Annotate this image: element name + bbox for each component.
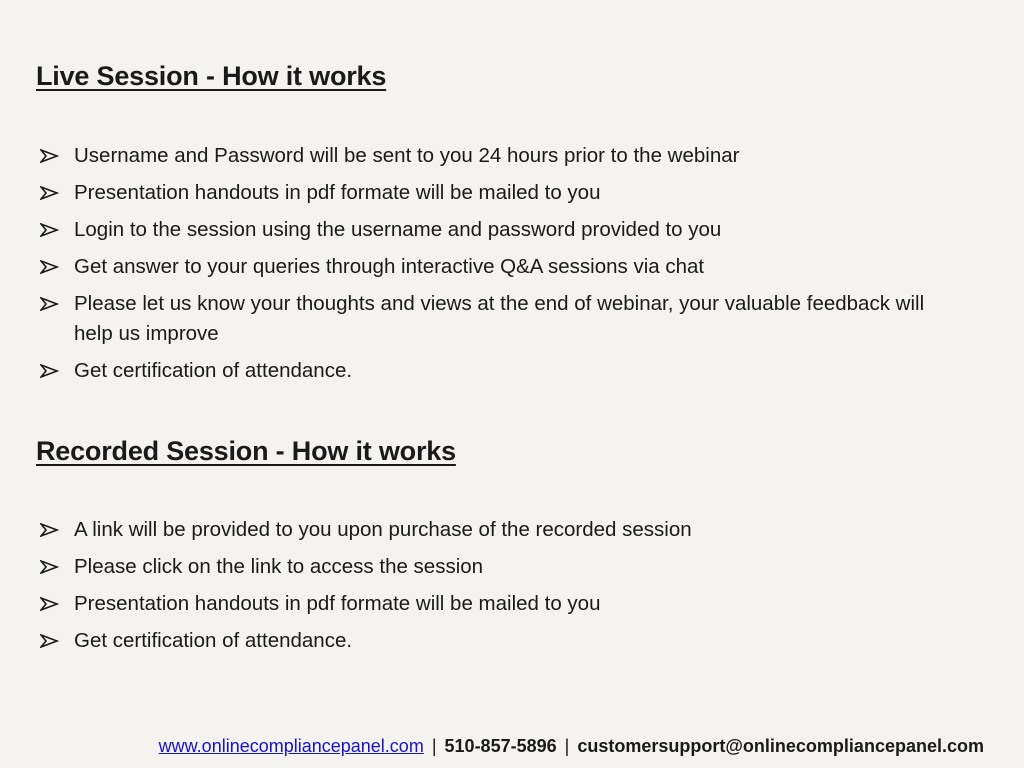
footer-contact-bar [159, 736, 984, 757]
arrowhead-bullet-icon [40, 634, 60, 648]
arrowhead-bullet-icon [40, 364, 60, 378]
arrowhead-bullet-icon [40, 597, 60, 611]
list-item [36, 141, 936, 171]
live-session-heading: Live Session - How it works [36, 61, 387, 91]
list-item-text: Get certification of attendance. [74, 629, 353, 652]
list-item-text: Please let us know your thoughts and views at the end of webinar, your valuable feedback will help us improve [74, 292, 925, 345]
list-item [36, 626, 936, 656]
list-item [36, 589, 936, 619]
footer-separator: | [564, 736, 570, 756]
arrowhead-bullet-icon [40, 149, 60, 163]
footer-separator: | [431, 736, 437, 756]
arrowhead-bullet-icon [40, 297, 60, 311]
list-item-text: Presentation handouts in pdf formate will be mailed to you [74, 181, 601, 204]
list-item [36, 178, 936, 208]
list-item [36, 515, 936, 545]
arrowhead-bullet-icon [40, 223, 60, 237]
live-session-list [36, 141, 936, 393]
recorded-session-heading: Recorded Session - How it works [36, 436, 456, 466]
support-email: customersupport@onlinecompliancepanel.com [577, 736, 984, 756]
list-item-text: Username and Password will be sent to you 24 hours prior to the webinar [74, 144, 740, 167]
list-item-text: Login to the session using the username and password provided to you [74, 218, 722, 241]
list-item [36, 552, 936, 582]
recorded-session-list [36, 515, 936, 663]
list-item [36, 356, 936, 386]
list-item-text: Get certification of attendance. [74, 359, 353, 382]
arrowhead-bullet-icon [40, 186, 60, 200]
list-item [36, 289, 936, 349]
list-item-text: Please click on the link to access the session [74, 555, 484, 578]
list-item-text: A link will be provided to you upon purchase of the recorded session [74, 518, 692, 541]
phone-number: 510-857-5896 [444, 736, 557, 756]
list-item [36, 215, 936, 245]
list-item-text: Get answer to your queries through interactive Q&A sessions via chat [74, 255, 705, 278]
arrowhead-bullet-icon [40, 523, 60, 537]
list-item [36, 252, 936, 282]
website-link[interactable]: www.onlinecompliancepanel.com [158, 736, 424, 756]
arrowhead-bullet-icon [40, 560, 60, 574]
list-item-text: Presentation handouts in pdf formate will be mailed to you [74, 592, 601, 615]
arrowhead-bullet-icon [40, 260, 60, 274]
